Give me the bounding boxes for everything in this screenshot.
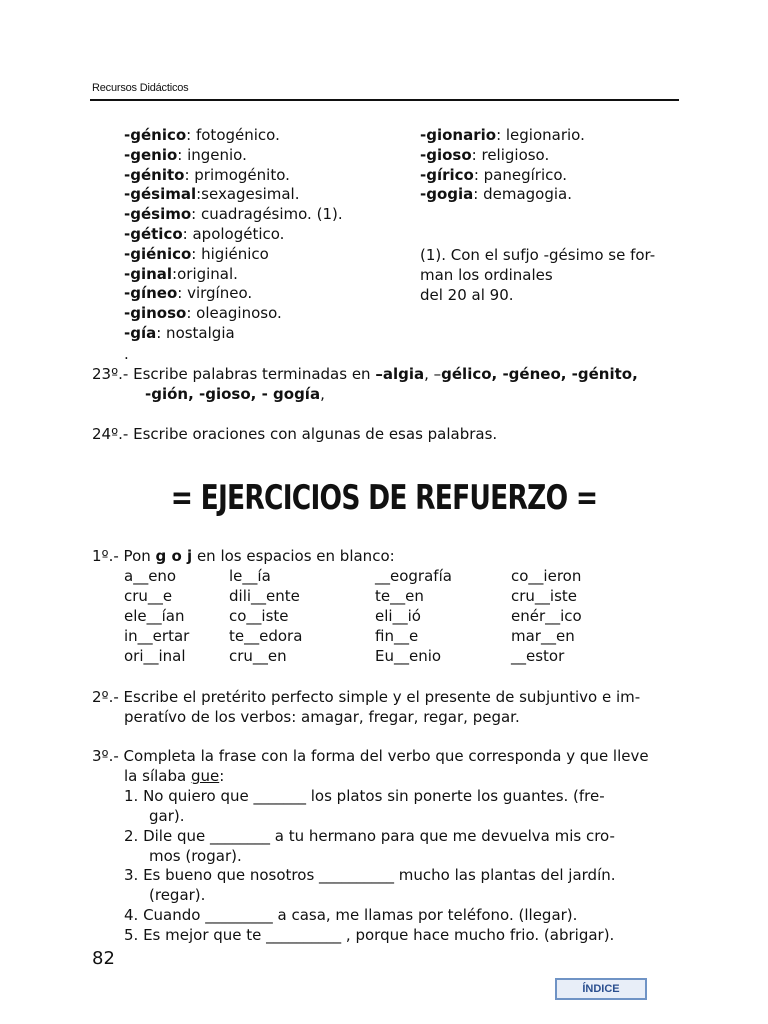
exercise-23-line-2: -gión, -gioso, - gogía, bbox=[145, 385, 325, 403]
suffix-term: -gíneo bbox=[124, 284, 178, 303]
exercise-3-item-2: 2. Dile que ________ a tu hermano para que me devuelva mis cro- bbox=[124, 827, 615, 845]
suffix-term: -gogia bbox=[420, 185, 474, 204]
suffix-entry bbox=[124, 323, 235, 343]
blank-word: cru__e bbox=[124, 587, 173, 605]
note-line-1: (1). Con el sufjo -gésimo se for- bbox=[420, 246, 656, 264]
blank-word: co__ieron bbox=[511, 567, 582, 585]
exercise-24: 24º.- Escribe oraciones con algunas de esas palabras. bbox=[92, 425, 498, 443]
section-title: = EJERCICIOS DE REFUERZO = bbox=[170, 478, 598, 518]
blank-word: in__ertar bbox=[124, 627, 190, 645]
suffix-example: :sexagesimal. bbox=[196, 185, 300, 204]
blank-word: ori__inal bbox=[124, 647, 186, 665]
suffix-entry bbox=[124, 165, 290, 185]
suffix-example: : legionario. bbox=[496, 126, 585, 144]
suffix-example: : religioso. bbox=[471, 145, 550, 164]
suffix-term: -gioso bbox=[420, 145, 472, 164]
suffix-example: : ingenio. bbox=[177, 145, 247, 164]
exercise-3-item-2-cont: mos (rogar). bbox=[149, 847, 242, 865]
suffix-term: -gético bbox=[124, 225, 183, 243]
suffix-example: : nostalgia bbox=[156, 324, 235, 342]
suffix-example: : higiénico bbox=[191, 244, 269, 263]
suffix-term: -gésimo bbox=[124, 205, 192, 224]
running-header: Recursos Didácticos bbox=[92, 82, 189, 94]
suffix-term: -gírico bbox=[420, 165, 474, 184]
blank-word: ele__ían bbox=[124, 607, 185, 625]
blank-word: fin__e bbox=[375, 627, 419, 645]
suffix-entry bbox=[124, 224, 284, 244]
blank-word: dili__ente bbox=[229, 587, 300, 605]
blank-word: co__iste bbox=[229, 607, 289, 625]
exercise-1-instruction: 1º.- Pon g o j en los espacios en blanco: bbox=[92, 547, 395, 565]
exercise-2-line-1: 2º.- Escribe el pretérito perfecto simple y el presente de subjuntivo e im- bbox=[92, 688, 641, 706]
suffix-entry bbox=[124, 264, 238, 284]
blank-word: cru__iste bbox=[511, 587, 578, 605]
blank-word: Eu__enio bbox=[375, 647, 442, 665]
suffix-term: -gésimal bbox=[124, 185, 197, 204]
suffix-example: : panegírico. bbox=[473, 165, 568, 184]
exercise-3-line-1: 3º.- Completa la frase con la forma del verbo que corresponda y que lleve bbox=[92, 747, 649, 765]
exercise-3-item-4: 4. Cuando _________ a casa, me llamas por teléfono. (llegar). bbox=[124, 906, 578, 924]
blank-word: mar__en bbox=[511, 627, 575, 645]
suffix-example: :original. bbox=[172, 264, 238, 283]
suffix-entry bbox=[124, 303, 282, 323]
blank-word: __eografía bbox=[375, 567, 452, 585]
exercise-2-line-2: peratívo de los verbos: amagar, fregar, regar, pegar. bbox=[124, 708, 520, 726]
exercise-3-item-3: 3. Es bueno que nosotros __________ mucho las plantas del jardín. bbox=[124, 866, 616, 884]
exercise-23-line-1: 23º.- Escribe palabras terminadas en –algia, –gélico, -géneo, -génito, bbox=[92, 365, 638, 383]
suffix-example: : fotogénico. bbox=[186, 126, 280, 144]
note-line-3: del 20 al 90. bbox=[420, 286, 514, 304]
exercise-3-line-2: la sílaba gue: bbox=[124, 767, 225, 785]
suffix-term: -génito bbox=[124, 165, 185, 184]
suffix-term: -giénico bbox=[124, 244, 192, 263]
blank-word: te__edora bbox=[229, 627, 303, 645]
exercise-3-item-1: 1. No quiero que _______ los platos sin ponerte los guantes. (fre- bbox=[124, 787, 605, 805]
suffix-term: -gía bbox=[124, 324, 157, 342]
blank-word: te__en bbox=[375, 587, 424, 605]
exercise-3-item-1-cont: gar). bbox=[149, 807, 185, 825]
suffix-example: : virgíneo. bbox=[177, 284, 253, 303]
suffix-entry bbox=[124, 283, 252, 303]
suffix-entry bbox=[420, 184, 572, 204]
suffix-example: : cuadragésimo. (1). bbox=[191, 205, 343, 224]
note-line-2: man los ordinales bbox=[420, 266, 553, 284]
suffix-entry bbox=[124, 244, 269, 264]
blank-word: enér__ico bbox=[511, 607, 582, 625]
suffix-term: -génico bbox=[124, 126, 187, 144]
blank-word: a__eno bbox=[124, 567, 177, 585]
suffix-example: : primogénito. bbox=[184, 165, 290, 184]
suffix-example: : oleaginoso. bbox=[186, 304, 282, 323]
suffix-entry bbox=[124, 184, 299, 204]
suffix-entry bbox=[420, 145, 549, 165]
suffix-term: -ginoso bbox=[124, 304, 187, 323]
suffix-example: : apologético. bbox=[182, 225, 285, 243]
suffix-entry bbox=[420, 125, 585, 145]
suffix-entry bbox=[124, 204, 343, 224]
suffix-entry bbox=[124, 125, 280, 145]
exercise-3-item-3-cont: (regar). bbox=[149, 886, 206, 904]
blank-word: __estor bbox=[511, 647, 565, 665]
suffix-term: -gionario bbox=[420, 126, 497, 144]
suffix-entry bbox=[124, 145, 247, 165]
stray-dot: . bbox=[124, 345, 129, 363]
blank-word: eli__ió bbox=[375, 607, 421, 625]
suffix-term: -genio bbox=[124, 145, 178, 164]
blank-word: le__ía bbox=[229, 567, 271, 585]
page-number: 82 bbox=[92, 948, 115, 969]
exercise-3-item-5: 5. Es mejor que te __________ , porque hace mucho frio. (abrigar). bbox=[124, 926, 615, 944]
suffix-entry bbox=[420, 165, 567, 185]
index-button[interactable]: ÍNDICE bbox=[555, 978, 647, 1000]
suffix-term: -ginal bbox=[124, 264, 173, 283]
blank-word: cru__en bbox=[229, 647, 287, 665]
header-rule bbox=[90, 99, 679, 101]
suffix-example: : demagogia. bbox=[473, 185, 573, 204]
